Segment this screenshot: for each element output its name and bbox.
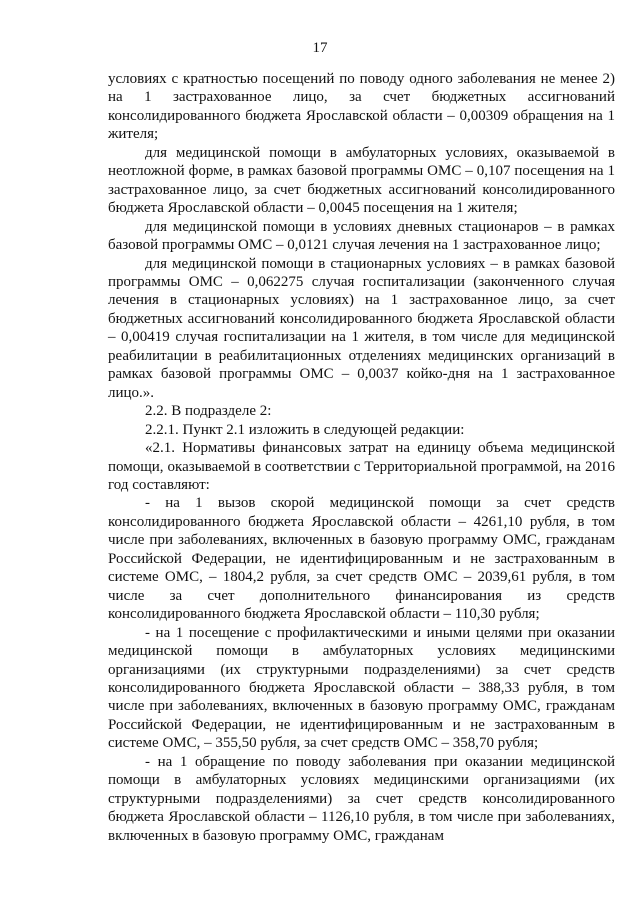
paragraph-continuation: условиях с кратностью посещений по поводу одного заболевания не менее 2) на 1 застрахованное лицо, за счет бюджетных ассигнований консолидированного бюджета Ярославской области – 0,00309 обращения на 1 жителя; — [108, 71, 615, 143]
document-body — [108, 70, 615, 845]
paragraph-subsection-2-2: 2.2. В подразделе 2: — [145, 403, 272, 420]
paragraph-emergency-care: для медицинской помощи в амбулаторных условиях, оказываемой в неотложной форме, в рамках базовой программы ОМС – 0,107 посещения на 1 застрахованное лицо, за счет бюджетных ассигнований консолидированного бюджета Ярославской области – 0,0045 посещения на 1 жителя; — [108, 144, 615, 217]
paragraph-ambulance-call: - на 1 вызов скорой медицинской помощи за счет средств консолидированного бюджета Ярославской области – 4261,10 рубля, в том числе при заболеваниях, включенных в базовую программу ОМС, гражданам Российской Федерации, не идентифицированным и не застрахованным в системе ОМС, – 1804,2 рубля, за счет средств ОМС – 2039,61 рубля, в том числе за счет дополнительного финансирования из средств консолидированного бюджета Ярославской области – 110,30 рубля; — [108, 495, 615, 623]
paragraph-item-2-2-1: 2.2.1. Пункт 2.1 изложить в следующей редакции: — [145, 421, 465, 438]
paragraph-day-hospital: для медицинской помощи в условиях дневных стационаров – в рамках базовой программы ОМС – 0,0121 случая лечения на 1 застрахованное лицо; — [108, 218, 615, 254]
paragraph-disease-appeal: - на 1 обращение по поводу заболевания при оказании медицинской помощи в амбулаторных условиях медицинскими организациями (их структурными подразделениями) за счет средств консолидированного бюджета Ярославской области – 1126,10 рубля, в том числе при заболеваниях, включенных в базовую программу ОМС, гражданам — [108, 753, 615, 844]
paragraph-inpatient-care: для медицинской помощи в стационарных условиях – в рамках базовой программы ОМС – 0,062275 случая госпитализации (законченного случая лечения в стационарных условиях) на 1 застрахованное лицо, за счет бюджетных ассигнований консолидированного бюджета Ярославской области – 0,00419 случая госпитализации на 1 жителя, в том числе для медицинской реабилитации в реабилитационных отделениях медицинских организаций в рамках базовой программы ОМС – 0,0037 койко-дня на 1 застрахованное лицо.». — [108, 255, 615, 401]
page-number: 17 — [312, 40, 328, 56]
paragraph-preventive-visit: - на 1 посещение с профилактическими и иными целями при оказании медицинской помощи в амбулаторных условиях медицинскими организациями (их структурными подразделениями) за счет средств консолидированного бюджета Ярославской области – 388,33 рубля, в том числе при заболеваниях, включенных в базовую программу ОМС, гражданам Российской Федерации, не идентифицированным и не застрахованным в системе ОМС, – 355,50 рубля, за счет средств ОМС – 358,70 рубля; — [108, 624, 615, 752]
paragraph-clause-2-1: «2.1. Нормативы финансовых затрат на единицу объема медицинской помощи, оказываемой в соответствии с Территориальной программой, на 2016 год составляют: — [108, 440, 615, 493]
